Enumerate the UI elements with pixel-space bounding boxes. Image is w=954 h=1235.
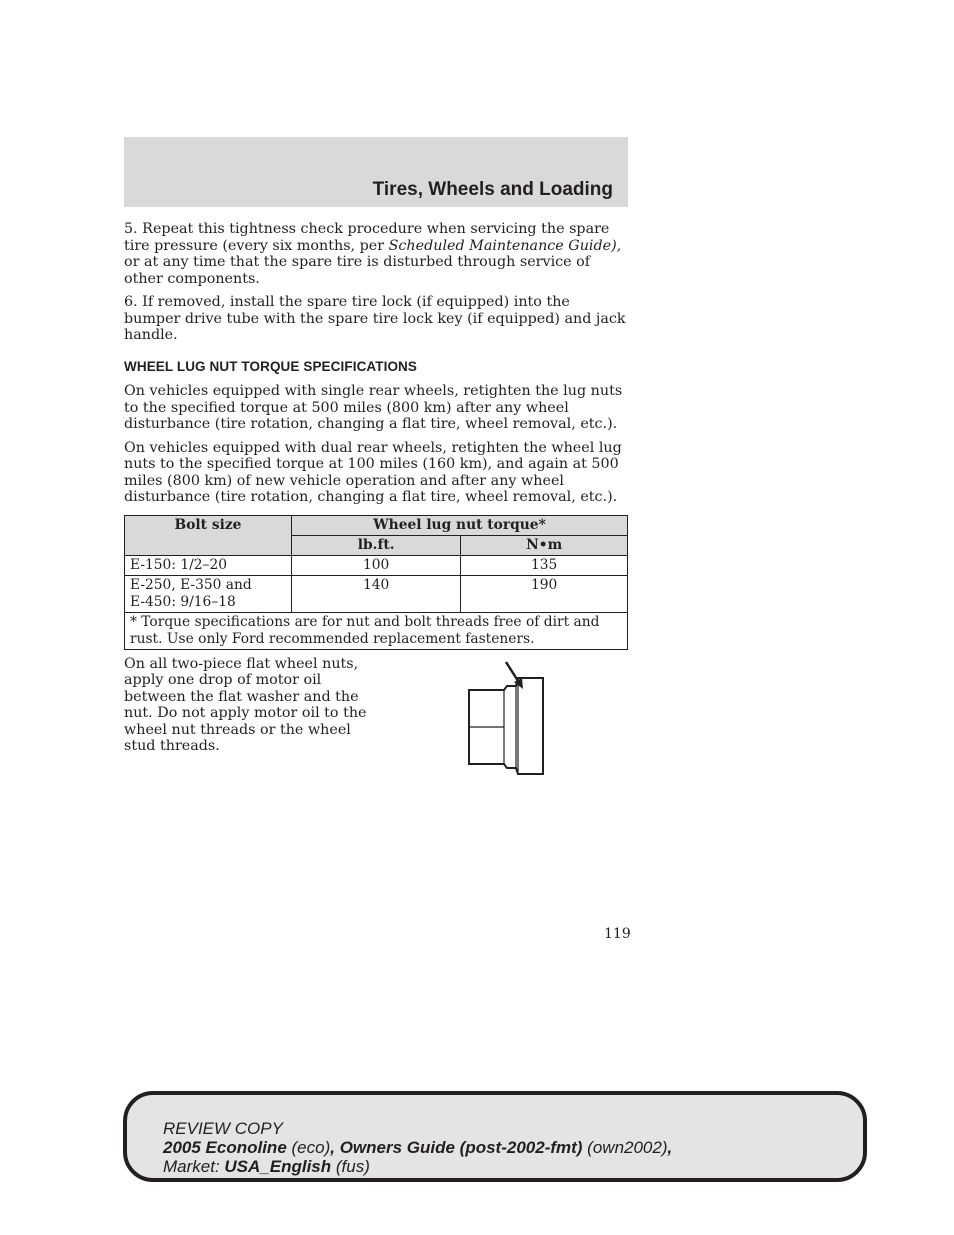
section-title: Tires, Wheels and Loading bbox=[372, 179, 613, 200]
vehicle-name: 2005 Econoline bbox=[163, 1138, 287, 1157]
table-row bbox=[125, 555, 628, 575]
review-copy-text bbox=[163, 1119, 672, 1176]
two-piece-nut-section bbox=[124, 656, 628, 786]
bolt-size-header: Bolt size bbox=[125, 515, 292, 555]
page-number: 119 bbox=[604, 926, 631, 942]
market-name: USA_English bbox=[224, 1157, 332, 1176]
lbft-header: lb.ft. bbox=[292, 535, 461, 555]
table-row bbox=[125, 575, 628, 612]
vehicle-code: (eco) bbox=[286, 1138, 331, 1157]
bolt-size-cell bbox=[125, 575, 292, 612]
market-line bbox=[163, 1157, 672, 1176]
separator-comma: , bbox=[667, 1138, 673, 1157]
single-rear-wheel-paragraph: On vehicles equipped with single rear wheels, retighten the lug nuts to the specified torque at 500 miles (800 km) after any wheel disturbance (tire rotation, changing a flat tire, wheel removal, etc.). bbox=[124, 383, 623, 432]
nm-cell: 135 bbox=[461, 555, 628, 575]
market-label: Market: bbox=[163, 1157, 225, 1176]
table-footnote: * Torque specifications are for nut and bolt threads free of dirt and rust. Use only Ford recommended replacement fasteners. bbox=[125, 612, 628, 649]
step-5-text-b: or at any time that the spare tire is disturbed through service of other components. bbox=[124, 254, 591, 287]
section-header-band bbox=[124, 137, 628, 207]
bolt-size-line-2: E-450: 9/16–18 bbox=[130, 593, 236, 610]
guide-code: (own2002) bbox=[582, 1138, 668, 1157]
torque-header: Wheel lug nut torque* bbox=[292, 515, 628, 535]
torque-spec-table bbox=[124, 515, 628, 650]
review-copy-footer bbox=[123, 1091, 867, 1182]
bolt-size-line-1: E-250, E-350 and bbox=[130, 576, 252, 593]
lbft-cell: 140 bbox=[292, 575, 461, 612]
review-copy-label: REVIEW COPY bbox=[163, 1119, 283, 1138]
lbft-cell: 100 bbox=[292, 555, 461, 575]
two-piece-nut-note: On all two-piece flat wheel nuts, apply one drop of motor oil between the flat washer and the nut. Do not apply motor oil to the wheel nut threads or the wheel stud threads. bbox=[124, 655, 367, 754]
maintenance-guide-reference: Scheduled Maintenance Guide), bbox=[388, 237, 622, 254]
step-5-paragraph bbox=[124, 221, 628, 287]
dual-rear-wheel-paragraph: On vehicles equipped with dual rear wheels, retighten the wheel lug nuts to the specified torque at 100 miles (160 km), and again at 500 miles (800 km) of new vehicle operation and after any wheel disturbance (tire rotation, changing a flat tire, wheel removal, etc.). bbox=[124, 439, 622, 505]
bolt-size-cell: E-150: 1/2–20 bbox=[125, 555, 292, 575]
step-5-text-a: 5. Repeat this tightness check procedure when servicing the spare tire pressure (every six months, per bbox=[124, 221, 610, 254]
page-content bbox=[124, 221, 628, 786]
nm-header: N•m bbox=[461, 535, 628, 555]
torque-spec-heading: WHEEL LUG NUT TORQUE SPECIFICATIONS bbox=[124, 358, 418, 374]
publication-line bbox=[163, 1138, 672, 1157]
guide-name: , Owners Guide (post-2002-fmt) bbox=[330, 1138, 583, 1157]
table-header-row bbox=[125, 515, 628, 535]
wheel-nut-illustration bbox=[466, 656, 556, 776]
table-footnote-row bbox=[125, 612, 628, 649]
nm-cell: 190 bbox=[461, 575, 628, 612]
step-6-paragraph: 6. If removed, install the spare tire lock (if equipped) into the bumper drive tube with the spare tire lock key (if equipped) and jack handle. bbox=[124, 294, 626, 343]
market-code: (fus) bbox=[331, 1157, 370, 1176]
